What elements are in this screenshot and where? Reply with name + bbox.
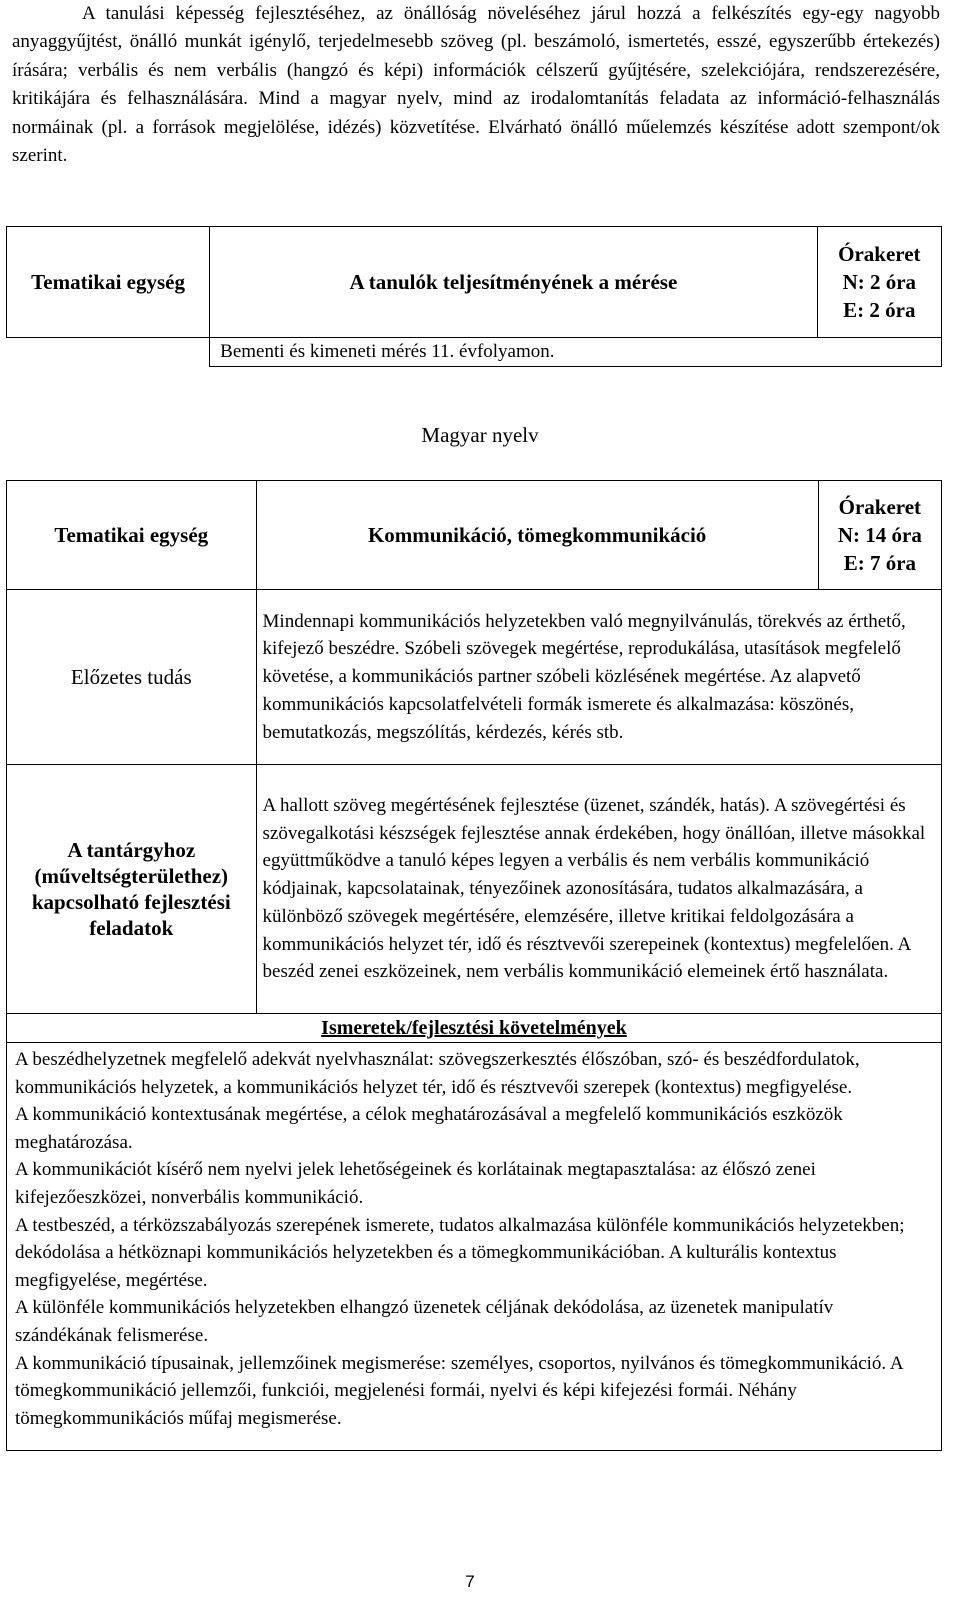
requirements-title: Ismeretek/fejlesztési követelmények (7, 1014, 942, 1043)
hours-normal: N: 2 óra (842, 270, 917, 294)
communication-table (6, 480, 942, 1451)
hours-normal: N: 14 óra (837, 523, 922, 547)
dev-label-line: kapcsolható fejlesztési (31, 890, 231, 914)
prior-knowledge-label: Előzetes tudás (7, 590, 257, 765)
requirement-item: A kommunikációt kísérő nem nyelvi jelek lehetőségeinek és korlátainak megtapasztalása: az élőszó zenei kifejezőeszközei, nonverbális kommunikáció. (15, 1159, 816, 1208)
dev-label-line: feladatok (89, 916, 174, 940)
page-number: 7 (465, 1572, 475, 1591)
development-tasks-label (7, 765, 257, 1014)
thematic-unit-title: Kommunikáció, tömegkommunikáció (256, 481, 818, 590)
hours-label: Órakeret (838, 495, 922, 519)
intro-paragraph: A tanulási képesség fejlesztéséhez, az önállóság növeléséhez járul hozzá a felkészítés egy-egy nagyobb anyaggyűjtést, önálló munkát igénylő, terjedelmesebb szöveg (pl. beszámoló, ismertetés, esszé, egyszerűbb értekezés) írására; verbális és nem verbális (hangzó és képi) információk célszerű gyűjtésére, szelekciójára, rendszerezésére, kritikájára és felhasználására. Mind a magyar nyelv, mind az irodalomtanítás feladata az információ-felhasználás normáinak (pl. a források megjelölése, idézés) közvetítése. Elvárható önálló műelemzés készítése adott szempont/ok szerint. (12, 3, 940, 167)
requirement-item: A kommunikáció kontextusának megértése, a célok meghatározásával a megfelelő kommunikációs eszközök meghatározása. (15, 1104, 843, 1153)
dev-label-line: A tantárgyhoz (67, 838, 196, 862)
hours-extra: E: 7 óra (843, 551, 917, 575)
requirement-item: A különféle kommunikációs helyzetekben elhangzó üzenetek céljának dekódolása, az üzenetek manipulatív szándékának felismerése. (15, 1297, 834, 1346)
subject-title: Magyar nyelv (421, 423, 539, 447)
assessment-table (6, 226, 942, 367)
requirement-item: A kommunikáció típusainak, jellemzőinek megismerése: személyes, csoportos, nyilvános és tömegkommunikáció. A tömegkommunikáció jellemzői, funkciói, megjelenési formái, nyelvi és képi kifejezési formái. Néhány tömegkommunikációs műfaj megismerése. (15, 1352, 903, 1429)
requirement-item: A beszédhelyzetnek megfelelő adekvát nyelvhasználat: szövegszerkesztés élőszóban, szó- és beszédfordulatok, kommunikációs helyzetek, a kommunikációs helyzet tér, idő és résztvevői szerepek (kontextus) megfigyelése. (15, 1049, 860, 1098)
hours-cell (818, 481, 941, 590)
thematic-unit-label: Tematikai egység (7, 481, 257, 590)
prior-knowledge-text: Mindennapi kommunikációs helyzetekben való megnyilvánulás, törekvés az érthető, kifejező beszédre. Szóbeli szövegek megértése, reprodukálása, utasítások megfelelő követése, a kommunikációs partner szóbeli közlésének megértése. Az alapvető kommunikációs kapcsolatfelvételi formák ismerete és alkalmazása: köszönés, bemutatkozás, megszólítás, kérdezés, kérés stb. (256, 590, 941, 765)
hours-cell (817, 227, 941, 338)
hours-label: Órakeret (838, 242, 921, 266)
dev-label-line: (műveltségterülethez) (34, 864, 229, 888)
requirement-item: A testbeszéd, a térközszabályozás szerepének ismerete, tudatos alkalmazása különféle kommunikációs helyzetekben; dekódolása a hétköznapi kommunikációs helyzetekben és a tömegkommunikációban. A kulturális kontextus megfigyelése, megértése. (15, 1214, 905, 1291)
requirements-body (7, 1043, 942, 1451)
thematic-unit-title: A tanulók teljesítményének a mérése (210, 227, 817, 338)
hours-extra: E: 2 óra (843, 298, 916, 322)
thematic-unit-label: Tematikai egység (7, 227, 210, 338)
development-tasks-text: A hallott szöveg megértésének fejlesztése (üzenet, szándék, hatás). A szövegértési és szövegalkotási készségek fejlesztése annak érdekében, hogy önállóan, illetve másokkal együttműködve a tanuló képes legyen a verbális és nem verbális kommunikáció kódjainak, kapcsolatainak, tényezőinek azonosítására, tudatos alkalmazására, a különböző szövegek megértésére, elemzésére, illetve kritikai feldolgozására a kommunikációs helyzet tér, idő és résztvevői szerepeinek (kontextus) megfelelően. A beszéd zenei eszközeinek, nem verbális kommunikáció elemeinek értő használata. (256, 765, 941, 1014)
empty-cell (7, 338, 210, 367)
assessment-note: Bementi és kimeneti mérés 11. évfolyamon. (210, 338, 942, 367)
